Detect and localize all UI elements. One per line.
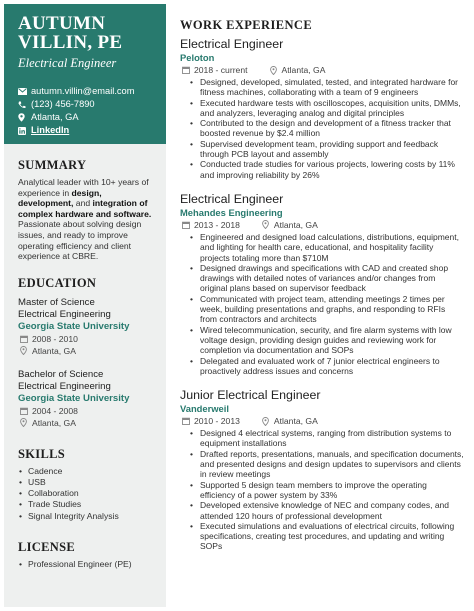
bullet-item: • Designed, developed, simulated, tested, and integrated hardware for fitness machines, collaborating with a team of 9 engineers bbox=[180, 77, 464, 98]
job-title: Electrical Engineer bbox=[180, 191, 284, 206]
job-title: Electrical Engineer bbox=[18, 56, 117, 70]
bullet-item: • Executed hardware tests with oscilloscopes, acquisition units, DMMs, and analyzers, leveraging analog and digital principles bbox=[180, 98, 464, 119]
job-location: Atlanta, GA bbox=[262, 415, 318, 427]
company-name: Mehandes Engineering bbox=[180, 206, 283, 218]
contact-list bbox=[18, 85, 156, 137]
phone-icon bbox=[18, 101, 31, 109]
experience-heading: WORK EXPERIENCE bbox=[180, 18, 313, 32]
skill-item: • Trade Studies bbox=[18, 499, 156, 510]
degree: Master of Science bbox=[18, 296, 95, 308]
skill-item: • Collaboration bbox=[18, 488, 156, 499]
education-dates: 2004 - 2008 bbox=[18, 405, 156, 417]
map-pin-icon bbox=[270, 66, 282, 75]
job-meta bbox=[180, 64, 464, 76]
calendar-icon bbox=[182, 66, 194, 74]
calendar-icon bbox=[20, 407, 32, 415]
linkedin-link[interactable]: LinkedIn bbox=[31, 125, 70, 135]
right-column bbox=[180, 18, 464, 552]
bullet-item: • Contributed to the design and development of a fitness tracker that boosted revenue by $2.4 million bbox=[180, 118, 464, 139]
map-pin-icon bbox=[262, 220, 274, 229]
education-heading: EDUCATION bbox=[18, 275, 97, 290]
job-meta bbox=[180, 415, 464, 427]
linkedin-icon bbox=[18, 127, 31, 135]
job-dates: 2013 - 2018 bbox=[182, 219, 240, 231]
summary-heading: SUMMARY bbox=[18, 158, 87, 172]
job-bullets bbox=[180, 77, 464, 180]
bullet-item: • Designed drawings and specifications with CAD and created shop drawings with detailed notes of variances and/or changes from original plans based on supervisor feedback bbox=[180, 263, 464, 294]
degree-field: Electrical Engineering bbox=[18, 380, 111, 392]
calendar-icon bbox=[182, 221, 194, 229]
map-pin-icon bbox=[20, 418, 32, 427]
school-name: Georgia State University bbox=[18, 392, 130, 404]
profile-header bbox=[4, 4, 166, 144]
map-pin-icon bbox=[20, 346, 32, 355]
job-dates: 2010 - 2013 bbox=[182, 415, 240, 427]
skills-heading: SKILLS bbox=[18, 446, 65, 461]
job-location: Atlanta, GA bbox=[270, 64, 326, 76]
license-list bbox=[18, 559, 156, 570]
education-location: Atlanta, GA bbox=[18, 417, 156, 429]
summary-section bbox=[4, 158, 166, 262]
skill-item: • Signal Integrity Analysis bbox=[18, 511, 156, 522]
job-title: Junior Electrical Engineer bbox=[180, 388, 321, 403]
education-section bbox=[4, 276, 166, 429]
left-column bbox=[4, 4, 166, 607]
license-item: • Professional Engineer (PE) bbox=[18, 559, 156, 570]
contact-location: Atlanta, GA bbox=[18, 111, 156, 124]
contact-phone[interactable]: (123) 456-7890 bbox=[18, 98, 156, 111]
skill-item: • Cadence bbox=[18, 466, 156, 477]
degree-field: Electrical Engineering bbox=[18, 308, 111, 320]
bullet-item: • Engineered and designed load calculations, distributions, equipment, and lighting for health care, educational, and hospitality facility projects totaling more than $710M bbox=[180, 232, 464, 263]
envelope-icon bbox=[18, 88, 31, 95]
bullet-item: • Wired telecommunication, security, and fire alarm systems with low voltage design, providing design guides and reviewing work for completion via documentation and SOPs bbox=[180, 325, 464, 356]
job-dates: 2018 - current bbox=[182, 64, 248, 76]
bullet-item: • Executed simulations and evaluations of electrical circuits, following specifications, creating test procedures, and updating and writing SOPs bbox=[180, 521, 464, 552]
job-bullets bbox=[180, 232, 464, 376]
degree: Bachelor of Science bbox=[18, 368, 104, 380]
license-heading: LICENSE bbox=[18, 539, 75, 554]
skill-item: • USB bbox=[18, 477, 156, 488]
job-title: Electrical Engineer bbox=[180, 37, 284, 51]
bullet-item: • Developed extensive knowledge of NEC and company codes, and attended 120 hours of professional development bbox=[180, 500, 464, 521]
company-name: Vanderweil bbox=[180, 403, 229, 415]
contact-email[interactable]: autumn.villin@email.com bbox=[18, 85, 156, 98]
resume-page bbox=[4, 4, 470, 607]
bullet-item: • Supported 5 design team members to improve the operating efficiency of a power system by 33% bbox=[180, 480, 464, 501]
bullet-item: • Delegated and evaluated work of 7 junior electrical engineers to proactively address issues and concerns bbox=[180, 356, 464, 377]
job-location: Atlanta, GA bbox=[262, 219, 318, 231]
bullet-item: • Communicated with project team, attending meetings 2 times per week, building presentations and graphs, and responding to RFIs from contractors and architects bbox=[180, 294, 464, 325]
education-dates: 2008 - 2010 bbox=[18, 333, 156, 345]
education-location: Atlanta, GA bbox=[18, 345, 156, 357]
education-item bbox=[18, 369, 156, 429]
job-bullets bbox=[180, 428, 464, 552]
map-pin-icon bbox=[18, 113, 31, 122]
bullet-item: • Drafted reports, presentations, manuals, and specification documents, and presented designs and design updates to supervisors and clients in review meetings bbox=[180, 449, 464, 480]
bullet-item: • Conducted trade studies for various projects, lowering costs by 11% and improving reliability by 26% bbox=[180, 159, 464, 180]
job-entry bbox=[180, 37, 464, 180]
calendar-icon bbox=[20, 335, 32, 343]
bullet-item: • Designed 4 electrical systems, ranging from distribution systems to equipment installations bbox=[180, 428, 464, 449]
skills-section bbox=[4, 447, 166, 522]
job-meta bbox=[180, 219, 464, 231]
contact-linkedin[interactable] bbox=[18, 124, 156, 137]
school-name: Georgia State University bbox=[18, 320, 130, 332]
company-name: Peloton bbox=[180, 52, 215, 63]
map-pin-icon bbox=[262, 417, 274, 426]
skills-list bbox=[18, 466, 156, 522]
job-entry bbox=[180, 192, 464, 376]
name: AUTUMN VILLIN, PE bbox=[18, 13, 123, 53]
summary-text: Analytical leader with 10+ years of experience in design, development, and integration of complex hardware and software. Passionate about solving design issues, and ready to improve operating efficiency and client experience at CBRE. bbox=[18, 177, 152, 262]
job-entry bbox=[180, 388, 464, 552]
education-item bbox=[18, 297, 156, 357]
license-section bbox=[4, 540, 166, 570]
calendar-icon bbox=[182, 417, 194, 425]
bullet-item: • Supervised development team, providing support and feedback through PCB layout and assembly bbox=[180, 139, 464, 160]
